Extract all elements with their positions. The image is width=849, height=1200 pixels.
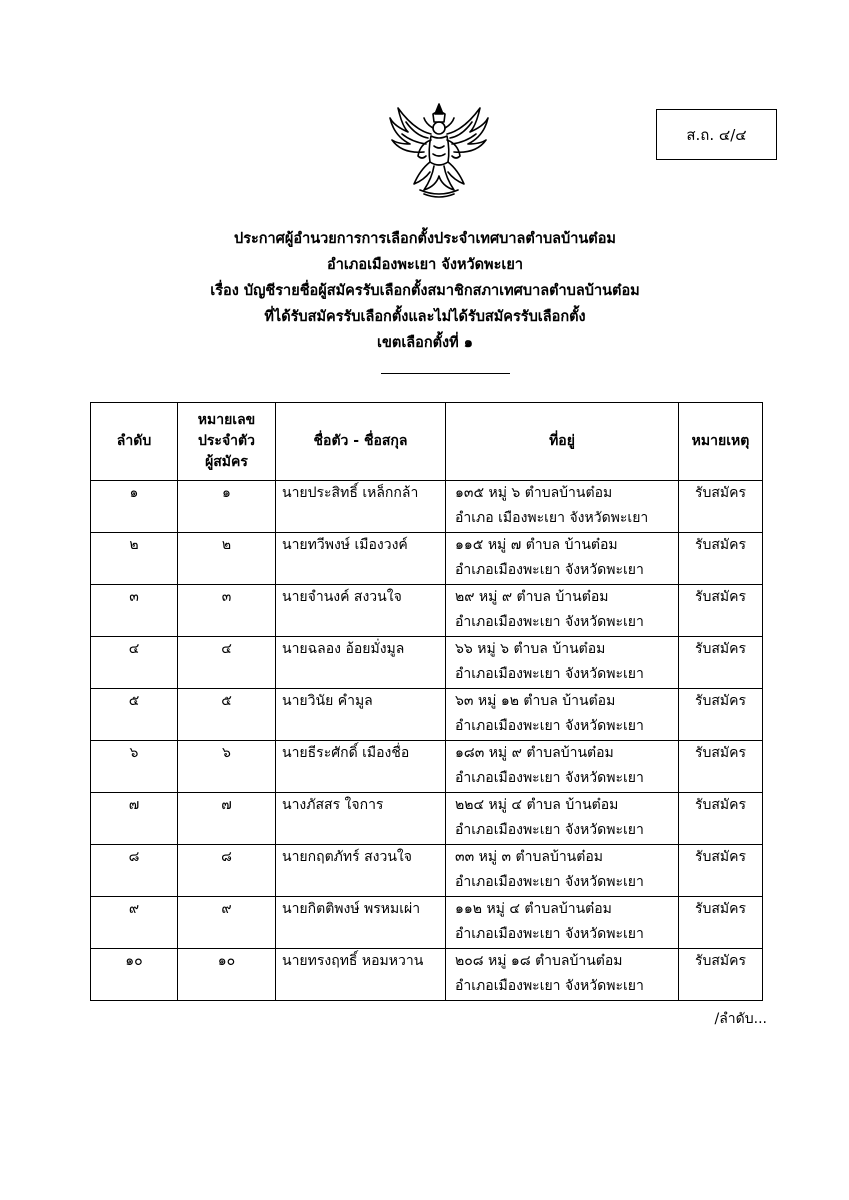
row-remark: รับสมัคร bbox=[679, 585, 763, 637]
row-address bbox=[446, 741, 679, 793]
row-order: ๑๐ bbox=[91, 949, 178, 1001]
row-candidate-number: ๑๐ bbox=[178, 949, 276, 1001]
row-name: นายประสิทธิ์ เหล็กกล้า bbox=[276, 481, 446, 533]
row-address-line-1: ๑๘๓ หมู่ ๙ ตำบลบ้านต๋อม bbox=[455, 745, 614, 761]
header-order: ลำดับ bbox=[91, 403, 178, 481]
row-name: นายทรงฤทธิ์ หอมหวาน bbox=[276, 949, 446, 1001]
heading-line-5: เขตเลือกตั้งที่ ๑ bbox=[377, 335, 473, 351]
row-address bbox=[446, 845, 679, 897]
garuda-emblem-icon bbox=[384, 100, 494, 198]
row-order: ๕ bbox=[91, 689, 178, 741]
continuation-note: /ลำดับ... bbox=[714, 1011, 767, 1027]
row-address-line-2: อำเภอเมืองพะเยา จังหวัดพะเยา bbox=[455, 874, 644, 890]
row-order: ๙ bbox=[91, 897, 178, 949]
table-row bbox=[91, 481, 763, 533]
row-candidate-number: ๒ bbox=[178, 533, 276, 585]
row-name: นายวินัย คำมูล bbox=[276, 689, 446, 741]
row-address-line-1: ๑๓๕ หมู่ ๖ ตำบลบ้านต๋อม bbox=[455, 485, 613, 501]
row-order: ๔ bbox=[91, 637, 178, 689]
row-name: นายกิตติพงษ์ พรหมเผ่า bbox=[276, 897, 446, 949]
row-address bbox=[446, 793, 679, 845]
table-row bbox=[91, 637, 763, 689]
form-code: ส.ถ. ๔/๔ bbox=[686, 125, 747, 144]
table-header-row bbox=[91, 403, 763, 481]
header-address: ที่อยู่ bbox=[446, 403, 679, 481]
row-candidate-number: ๑ bbox=[178, 481, 276, 533]
heading-line-4: ที่ได้รับสมัครรับเลือกตั้งและไม่ได้รับสมัครรับเลือกตั้ง bbox=[264, 309, 586, 325]
row-order: ๘ bbox=[91, 845, 178, 897]
row-candidate-number: ๖ bbox=[178, 741, 276, 793]
row-address-line-2: อำเภอเมืองพะเยา จังหวัดพะเยา bbox=[455, 718, 644, 734]
candidate-table bbox=[90, 402, 763, 1001]
row-address bbox=[446, 897, 679, 949]
row-address-line-2: อำเภอ เมืองพะเยา จังหวัดพะเยา bbox=[455, 510, 649, 526]
table-row bbox=[91, 897, 763, 949]
row-address-line-2: อำเภอเมืองพะเยา จังหวัดพะเยา bbox=[455, 978, 644, 994]
table-row bbox=[91, 585, 763, 637]
row-candidate-number: ๙ bbox=[178, 897, 276, 949]
row-remark: รับสมัคร bbox=[679, 741, 763, 793]
row-address-line-1: ๒๐๘ หมู่ ๑๘ ตำบลบ้านต๋อม bbox=[455, 953, 623, 969]
header-number-line-2: ประจำตัว bbox=[198, 433, 255, 449]
row-address bbox=[446, 533, 679, 585]
row-address-line-2: อำเภอเมืองพะเยา จังหวัดพะเยา bbox=[455, 666, 644, 682]
row-order: ๗ bbox=[91, 793, 178, 845]
row-name: นายฉลอง อ้อยมั่งมูล bbox=[276, 637, 446, 689]
row-address-line-2: อำเภอเมืองพะเยา จังหวัดพะเยา bbox=[455, 770, 644, 786]
table-row bbox=[91, 793, 763, 845]
header-number-line-3: ผู้สมัคร bbox=[205, 454, 248, 470]
header-remark: หมายเหตุ bbox=[679, 403, 763, 481]
row-remark: รับสมัคร bbox=[679, 637, 763, 689]
row-address-line-1: ๑๑๒ หมู่ ๔ ตำบลบ้านต๋อม bbox=[455, 901, 612, 917]
header-number-line-1: หมายเลข bbox=[197, 412, 256, 428]
form-code-box bbox=[656, 109, 777, 160]
row-name: นายทวีพงษ์ เมืองวงค์ bbox=[276, 533, 446, 585]
row-order: ๓ bbox=[91, 585, 178, 637]
row-remark: รับสมัคร bbox=[679, 897, 763, 949]
table-row bbox=[91, 845, 763, 897]
table-row bbox=[91, 689, 763, 741]
row-address-line-2: อำเภอเมืองพะเยา จังหวัดพะเยา bbox=[455, 614, 644, 630]
row-candidate-number: ๘ bbox=[178, 845, 276, 897]
row-address-line-1: ๒๙ หมู่ ๙ ตำบล บ้านต๋อม bbox=[455, 589, 609, 605]
announcement-heading bbox=[90, 226, 760, 356]
row-name: นายธีระศักดิ์ เมืองชื่อ bbox=[276, 741, 446, 793]
row-address bbox=[446, 481, 679, 533]
row-remark: รับสมัคร bbox=[679, 689, 763, 741]
table-row bbox=[91, 949, 763, 1001]
row-order: ๑ bbox=[91, 481, 178, 533]
row-remark: รับสมัคร bbox=[679, 793, 763, 845]
row-remark: รับสมัคร bbox=[679, 949, 763, 1001]
row-address bbox=[446, 689, 679, 741]
row-order: ๖ bbox=[91, 741, 178, 793]
row-candidate-number: ๗ bbox=[178, 793, 276, 845]
row-order: ๒ bbox=[91, 533, 178, 585]
row-address bbox=[446, 585, 679, 637]
row-candidate-number: ๕ bbox=[178, 689, 276, 741]
row-remark: รับสมัคร bbox=[679, 533, 763, 585]
heading-line-2: อำเภอเมืองพะเยา จังหวัดพะเยา bbox=[327, 257, 523, 273]
row-address-line-2: อำเภอเมืองพะเยา จังหวัดพะเยา bbox=[455, 822, 644, 838]
header-name: ชื่อตัว - ชื่อสกุล bbox=[276, 403, 446, 481]
row-name: นางภัสสร ใจการ bbox=[276, 793, 446, 845]
row-address-line-1: ๒๒๔ หมู่ ๔ ตำบล บ้านต๋อม bbox=[455, 797, 619, 813]
row-address-line-1: ๓๓ หมู่ ๓ ตำบลบ้านต๋อม bbox=[455, 849, 603, 865]
header-candidate-number bbox=[178, 403, 276, 481]
row-candidate-number: ๔ bbox=[178, 637, 276, 689]
row-name: นายกฤตภัทร์ สงวนใจ bbox=[276, 845, 446, 897]
heading-divider bbox=[381, 373, 510, 374]
row-address-line-2: อำเภอเมืองพะเยา จังหวัดพะเยา bbox=[455, 562, 644, 578]
row-candidate-number: ๓ bbox=[178, 585, 276, 637]
table-row bbox=[91, 741, 763, 793]
row-address-line-1: ๑๑๕ หมู่ ๗ ตำบล บ้านต๋อม bbox=[455, 537, 618, 553]
heading-line-3: เรื่อง บัญชีรายชื่อผู้สมัครรับเลือกตั้งสมาชิกสภาเทศบาลตำบลบ้านต๋อม bbox=[210, 283, 640, 299]
heading-line-1: ประกาศผู้อำนวยการการเลือกตั้งประจำเทศบาลตำบลบ้านต๋อม bbox=[233, 231, 616, 247]
row-remark: รับสมัคร bbox=[679, 481, 763, 533]
row-address bbox=[446, 949, 679, 1001]
table-row bbox=[91, 533, 763, 585]
row-address-line-1: ๖๖ หมู่ ๖ ตำบล บ้านต๋อม bbox=[455, 641, 606, 657]
row-name: นายจำนงค์ สงวนใจ bbox=[276, 585, 446, 637]
row-address-line-2: อำเภอเมืองพะเยา จังหวัดพะเยา bbox=[455, 926, 644, 942]
row-address bbox=[446, 637, 679, 689]
row-remark: รับสมัคร bbox=[679, 845, 763, 897]
row-address-line-1: ๖๓ หมู่ ๑๒ ตำบล บ้านต๋อม bbox=[455, 693, 616, 709]
